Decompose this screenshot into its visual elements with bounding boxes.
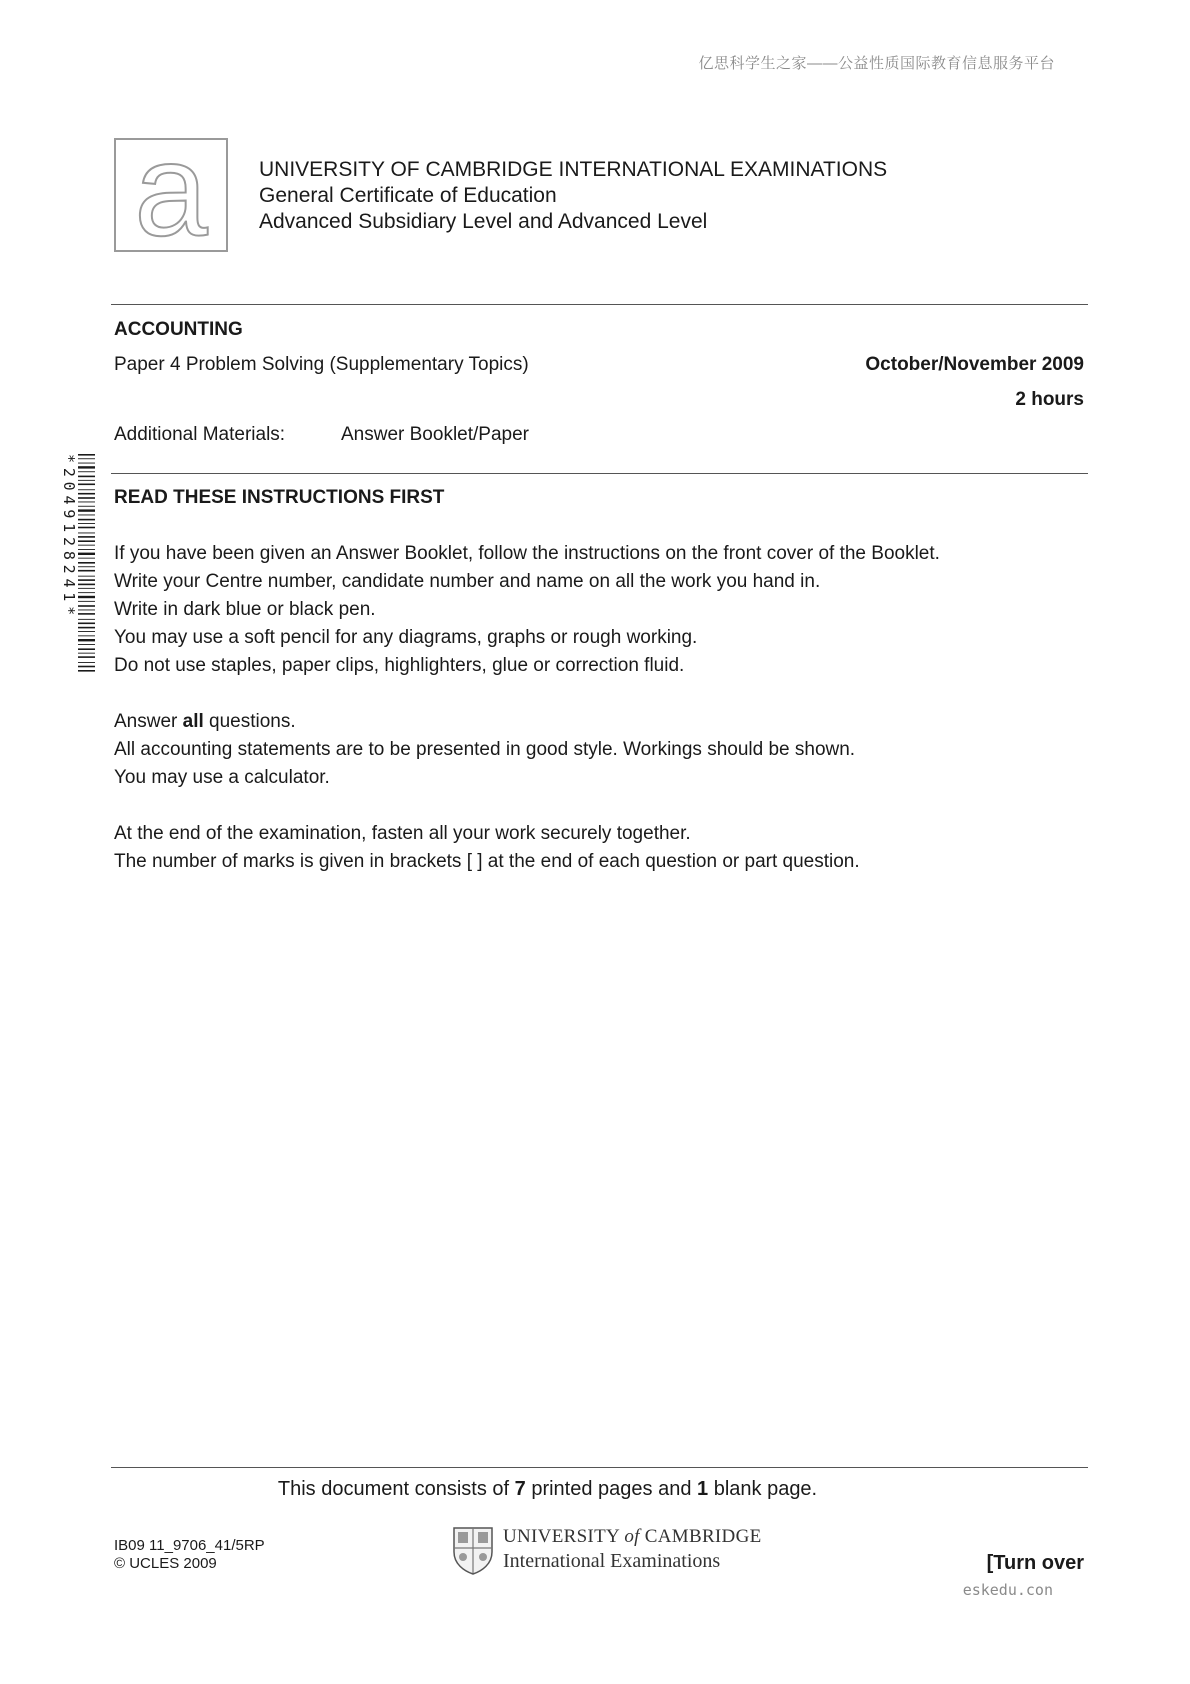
copyright: © UCLES 2009 [114, 1555, 217, 1572]
divider-middle [111, 473, 1088, 474]
paper-code: IB09 11_9706_41/5RP [114, 1537, 265, 1554]
divider-top [111, 304, 1088, 305]
cambridge-crest-icon [452, 1526, 494, 1576]
instructions-block-1 [114, 540, 940, 680]
emphasis-all: all [182, 711, 204, 732]
instructions-block-2 [114, 708, 855, 792]
instruction-line: Do not use staples, paper clips, highlighters, glue or correction fluid. [114, 655, 685, 676]
additional-materials-label: Additional Materials: [114, 424, 286, 445]
ucie-wordmark: UNIVERSITY of CAMBRIDGE International Examinations [503, 1526, 762, 1572]
paper-title: Paper 4 Problem Solving (Supplementary Topics) [114, 354, 529, 375]
instruction-line-answer: Answer all questions. [114, 711, 296, 732]
barcode [56, 452, 96, 678]
instruction-line: Write in dark blue or black pen. [114, 599, 376, 620]
instruction-line: Write your Centre number, candidate number and name on all the work you hand in. [114, 571, 821, 592]
cie-a-logo [114, 138, 228, 252]
barcode-text: *2049128241* [60, 454, 78, 620]
header-line3: Advanced Subsidiary Level and Advanced Level [259, 210, 708, 233]
exam-session: October/November 2009 [865, 354, 1084, 375]
instruction-line: You may use a calculator. [114, 767, 330, 788]
page-count-note: This document consists of 7 printed pages and 1 blank page. [277, 1478, 818, 1500]
turn-over-label: [Turn over [986, 1552, 1084, 1574]
logo-letter: a [134, 140, 208, 250]
document-code [114, 1537, 265, 1573]
additional-materials-value: Answer Booklet/Paper [341, 424, 529, 445]
instruction-line: The number of marks is given in brackets [ ] at the end of each question or part question. [114, 851, 860, 872]
exam-board-header [259, 157, 887, 235]
instruction-line: You may use a soft pencil for any diagrams, graphs or rough working. [114, 627, 698, 648]
watermark-top: 亿思科学生之家——公益性质国际教育信息服务平台 [698, 55, 1055, 72]
divider-bottom [111, 1467, 1088, 1468]
header-line2: General Certificate of Education [259, 184, 557, 207]
subject-title: ACCOUNTING [114, 319, 243, 340]
exam-duration: 2 hours [1015, 389, 1084, 410]
header-line1: UNIVERSITY OF CAMBRIDGE INTERNATIONAL EXAMINATIONS [259, 158, 888, 181]
instruction-line: All accounting statements are to be presented in good style. Workings should be shown. [114, 739, 856, 760]
instruction-line: If you have been given an Answer Booklet, follow the instructions on the front cover of the Booklet. [114, 543, 940, 564]
watermark-bottom: eskedu.con [962, 1581, 1053, 1599]
instructions-title: READ THESE INSTRUCTIONS FIRST [114, 487, 445, 508]
instruction-line: At the end of the examination, fasten all your work securely together. [114, 823, 691, 844]
instructions-block-3 [114, 820, 860, 876]
